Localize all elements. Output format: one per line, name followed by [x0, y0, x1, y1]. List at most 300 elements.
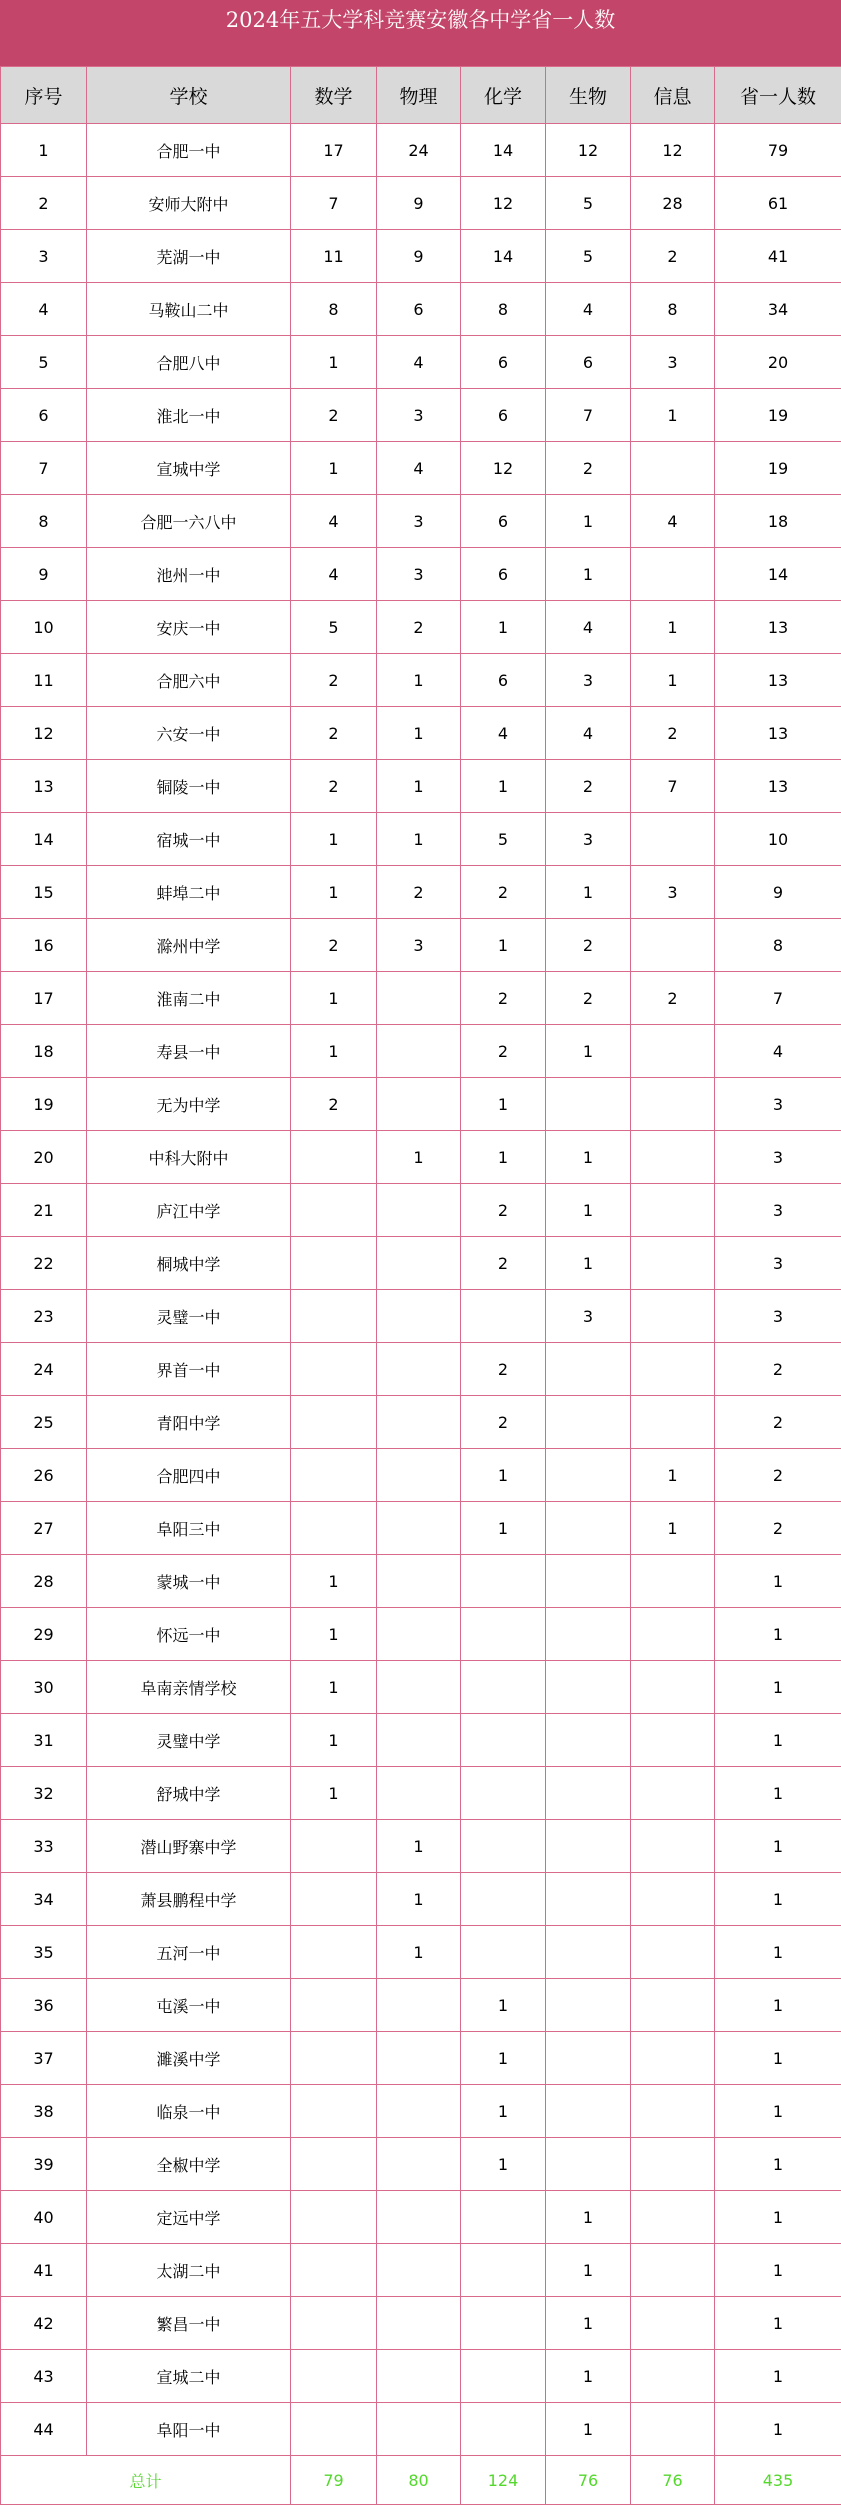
- cell-school: 宣城中学: [87, 442, 291, 495]
- cell-physics: [377, 1343, 461, 1396]
- cell-physics: [377, 1608, 461, 1661]
- table-row: [1, 1873, 841, 1926]
- column-header-rank: 序号: [1, 67, 87, 124]
- cell-physics: [377, 1396, 461, 1449]
- cell-rank: 14: [1, 813, 87, 866]
- cell-math: [291, 2297, 377, 2350]
- total-math: 79: [291, 2456, 377, 2505]
- cell-math: [291, 2350, 377, 2403]
- table-row: [1, 1820, 841, 1873]
- cell-total: 41: [715, 230, 841, 283]
- table-row: [1, 2403, 841, 2456]
- cell-total: 7: [715, 972, 841, 1025]
- cell-physics: 2: [377, 601, 461, 654]
- cell-total: 1: [715, 2403, 841, 2456]
- table-row: [1, 1078, 841, 1131]
- cell-total: 19: [715, 442, 841, 495]
- cell-chemistry: [461, 1873, 546, 1926]
- cell-total: 1: [715, 2191, 841, 2244]
- cell-total: 1: [715, 2138, 841, 2191]
- total-informatics: 76: [631, 2456, 715, 2505]
- total-count: 435: [715, 2456, 841, 2505]
- cell-total: 2: [715, 1449, 841, 1502]
- table-row: [1, 2244, 841, 2297]
- cell-chemistry: 6: [461, 389, 546, 442]
- table-row: [1, 2032, 841, 2085]
- cell-rank: 32: [1, 1767, 87, 1820]
- cell-chemistry: 1: [461, 1502, 546, 1555]
- cell-school: 太湖二中: [87, 2244, 291, 2297]
- cell-rank: 5: [1, 336, 87, 389]
- cell-math: 2: [291, 389, 377, 442]
- total-label: 总计: [1, 2456, 291, 2505]
- cell-math: 1: [291, 1608, 377, 1661]
- cell-school: 阜阳三中: [87, 1502, 291, 1555]
- cell-school: 灵璧中学: [87, 1714, 291, 1767]
- total-row: [1, 2456, 841, 2505]
- cell-rank: 43: [1, 2350, 87, 2403]
- cell-math: 1: [291, 866, 377, 919]
- cell-rank: 36: [1, 1979, 87, 2032]
- cell-physics: 1: [377, 1131, 461, 1184]
- cell-math: 1: [291, 442, 377, 495]
- cell-total: 3: [715, 1290, 841, 1343]
- cell-physics: [377, 2032, 461, 2085]
- cell-biology: 7: [546, 389, 631, 442]
- cell-math: [291, 1290, 377, 1343]
- cell-rank: 39: [1, 2138, 87, 2191]
- cell-school: 淮南二中: [87, 972, 291, 1025]
- cell-rank: 11: [1, 654, 87, 707]
- table-row: [1, 1926, 841, 1979]
- cell-informatics: [631, 1767, 715, 1820]
- table-row: [1, 1714, 841, 1767]
- table-row: [1, 1608, 841, 1661]
- cell-chemistry: 12: [461, 442, 546, 495]
- cell-informatics: [631, 1555, 715, 1608]
- cell-informatics: 28: [631, 177, 715, 230]
- cell-biology: 12: [546, 124, 631, 177]
- cell-rank: 44: [1, 2403, 87, 2456]
- cell-biology: 1: [546, 495, 631, 548]
- cell-school: 无为中学: [87, 1078, 291, 1131]
- cell-physics: [377, 1502, 461, 1555]
- table-row: [1, 283, 841, 336]
- cell-physics: 9: [377, 230, 461, 283]
- cell-rank: 9: [1, 548, 87, 601]
- cell-rank: 21: [1, 1184, 87, 1237]
- cell-rank: 31: [1, 1714, 87, 1767]
- cell-informatics: [631, 1926, 715, 1979]
- cell-total: 34: [715, 283, 841, 336]
- cell-rank: 10: [1, 601, 87, 654]
- cell-informatics: [631, 548, 715, 601]
- cell-chemistry: 1: [461, 760, 546, 813]
- cell-rank: 30: [1, 1661, 87, 1714]
- cell-school: 阜阳一中: [87, 2403, 291, 2456]
- cell-total: 1: [715, 1873, 841, 1926]
- cell-total: 1: [715, 1714, 841, 1767]
- table-row: [1, 866, 841, 919]
- cell-math: 2: [291, 760, 377, 813]
- cell-physics: [377, 1714, 461, 1767]
- cell-physics: [377, 2085, 461, 2138]
- cell-school: 全椒中学: [87, 2138, 291, 2191]
- cell-physics: [377, 2297, 461, 2350]
- cell-biology: [546, 1608, 631, 1661]
- cell-chemistry: [461, 1767, 546, 1820]
- cell-rank: 12: [1, 707, 87, 760]
- cell-rank: 23: [1, 1290, 87, 1343]
- cell-informatics: 1: [631, 601, 715, 654]
- cell-biology: 1: [546, 1184, 631, 1237]
- cell-physics: 1: [377, 760, 461, 813]
- cell-rank: 40: [1, 2191, 87, 2244]
- cell-chemistry: 2: [461, 1343, 546, 1396]
- cell-chemistry: 12: [461, 177, 546, 230]
- cell-biology: 1: [546, 1237, 631, 1290]
- cell-chemistry: 2: [461, 1237, 546, 1290]
- cell-school: 安庆一中: [87, 601, 291, 654]
- cell-informatics: [631, 1184, 715, 1237]
- column-header-chemistry: 化学: [461, 67, 546, 124]
- total-physics: 80: [377, 2456, 461, 2505]
- cell-physics: [377, 2191, 461, 2244]
- table-row: [1, 230, 841, 283]
- cell-informatics: 2: [631, 707, 715, 760]
- cell-school: 宣城二中: [87, 2350, 291, 2403]
- cell-informatics: [631, 2350, 715, 2403]
- cell-math: [291, 1396, 377, 1449]
- cell-informatics: [631, 1661, 715, 1714]
- cell-chemistry: [461, 1714, 546, 1767]
- table-row: [1, 1184, 841, 1237]
- cell-school: 蚌埠二中: [87, 866, 291, 919]
- cell-total: 20: [715, 336, 841, 389]
- cell-informatics: [631, 2085, 715, 2138]
- cell-biology: [546, 2138, 631, 2191]
- cell-informatics: 1: [631, 1502, 715, 1555]
- cell-informatics: 1: [631, 654, 715, 707]
- cell-chemistry: 1: [461, 2138, 546, 2191]
- cell-physics: [377, 1237, 461, 1290]
- cell-rank: 18: [1, 1025, 87, 1078]
- cell-school: 界首一中: [87, 1343, 291, 1396]
- table-row: [1, 442, 841, 495]
- cell-math: 11: [291, 230, 377, 283]
- cell-math: [291, 2085, 377, 2138]
- cell-school: 五河一中: [87, 1926, 291, 1979]
- cell-informatics: [631, 1608, 715, 1661]
- cell-chemistry: 1: [461, 1979, 546, 2032]
- cell-biology: [546, 1661, 631, 1714]
- cell-total: 3: [715, 1237, 841, 1290]
- cell-school: 六安一中: [87, 707, 291, 760]
- cell-biology: 4: [546, 601, 631, 654]
- cell-chemistry: 1: [461, 2032, 546, 2085]
- cell-informatics: [631, 2244, 715, 2297]
- cell-rank: 13: [1, 760, 87, 813]
- cell-physics: [377, 972, 461, 1025]
- cell-rank: 3: [1, 230, 87, 283]
- cell-total: 61: [715, 177, 841, 230]
- cell-physics: 3: [377, 548, 461, 601]
- cell-biology: 1: [546, 866, 631, 919]
- table-row: [1, 654, 841, 707]
- cell-math: [291, 2403, 377, 2456]
- cell-total: 1: [715, 2244, 841, 2297]
- table-row: [1, 548, 841, 601]
- cell-rank: 22: [1, 1237, 87, 1290]
- cell-math: [291, 2191, 377, 2244]
- cell-biology: [546, 1926, 631, 1979]
- cell-informatics: 7: [631, 760, 715, 813]
- cell-total: 18: [715, 495, 841, 548]
- cell-math: 1: [291, 813, 377, 866]
- cell-school: 桐城中学: [87, 1237, 291, 1290]
- cell-rank: 26: [1, 1449, 87, 1502]
- cell-math: [291, 2138, 377, 2191]
- cell-physics: [377, 2350, 461, 2403]
- cell-biology: 1: [546, 548, 631, 601]
- cell-informatics: [631, 2138, 715, 2191]
- cell-chemistry: 4: [461, 707, 546, 760]
- cell-biology: [546, 1979, 631, 2032]
- cell-math: [291, 1979, 377, 2032]
- cell-biology: [546, 2032, 631, 2085]
- cell-biology: 5: [546, 230, 631, 283]
- cell-informatics: [631, 1237, 715, 1290]
- cell-school: 宿城一中: [87, 813, 291, 866]
- cell-rank: 34: [1, 1873, 87, 1926]
- column-header-math: 数学: [291, 67, 377, 124]
- cell-total: 1: [715, 1608, 841, 1661]
- cell-total: 2: [715, 1343, 841, 1396]
- cell-chemistry: 1: [461, 601, 546, 654]
- cell-informatics: 3: [631, 336, 715, 389]
- cell-chemistry: [461, 1661, 546, 1714]
- cell-math: 1: [291, 1767, 377, 1820]
- cell-math: [291, 1343, 377, 1396]
- cell-math: 2: [291, 1078, 377, 1131]
- cell-total: 8: [715, 919, 841, 972]
- cell-informatics: [631, 2191, 715, 2244]
- cell-rank: 2: [1, 177, 87, 230]
- cell-biology: 6: [546, 336, 631, 389]
- table-row: [1, 336, 841, 389]
- table-row: [1, 177, 841, 230]
- cell-biology: 1: [546, 2297, 631, 2350]
- cell-biology: 2: [546, 442, 631, 495]
- cell-physics: 1: [377, 813, 461, 866]
- cell-total: 2: [715, 1502, 841, 1555]
- cell-rank: 16: [1, 919, 87, 972]
- cell-chemistry: [461, 2403, 546, 2456]
- cell-rank: 29: [1, 1608, 87, 1661]
- cell-informatics: 8: [631, 283, 715, 336]
- cell-math: 2: [291, 919, 377, 972]
- cell-school: 屯溪一中: [87, 1979, 291, 2032]
- cell-rank: 19: [1, 1078, 87, 1131]
- cell-total: 1: [715, 1820, 841, 1873]
- cell-total: 1: [715, 1767, 841, 1820]
- cell-total: 1: [715, 1926, 841, 1979]
- cell-total: 1: [715, 2350, 841, 2403]
- cell-biology: 2: [546, 760, 631, 813]
- cell-informatics: [631, 1396, 715, 1449]
- table-row: [1, 2297, 841, 2350]
- cell-school: 庐江中学: [87, 1184, 291, 1237]
- cell-informatics: [631, 1025, 715, 1078]
- cell-physics: 6: [377, 283, 461, 336]
- table-row: [1, 1396, 841, 1449]
- table-row: [1, 1025, 841, 1078]
- cell-math: [291, 1237, 377, 1290]
- cell-rank: 27: [1, 1502, 87, 1555]
- cell-physics: [377, 2403, 461, 2456]
- cell-chemistry: [461, 1926, 546, 1979]
- cell-physics: 1: [377, 1926, 461, 1979]
- table-row: [1, 919, 841, 972]
- cell-biology: 1: [546, 2244, 631, 2297]
- cell-rank: 28: [1, 1555, 87, 1608]
- cell-chemistry: 2: [461, 866, 546, 919]
- column-header-total: 省一人数: [715, 67, 841, 124]
- cell-math: 2: [291, 654, 377, 707]
- column-header-physics: 物理: [377, 67, 461, 124]
- cell-physics: [377, 1979, 461, 2032]
- table-row: [1, 813, 841, 866]
- cell-physics: 4: [377, 442, 461, 495]
- cell-physics: 3: [377, 919, 461, 972]
- cell-total: 1: [715, 1979, 841, 2032]
- cell-school: 合肥一中: [87, 124, 291, 177]
- cell-chemistry: 1: [461, 1131, 546, 1184]
- cell-math: 1: [291, 1714, 377, 1767]
- cell-physics: 24: [377, 124, 461, 177]
- cell-biology: 3: [546, 1290, 631, 1343]
- cell-biology: 1: [546, 1131, 631, 1184]
- cell-informatics: [631, 1343, 715, 1396]
- cell-biology: 3: [546, 654, 631, 707]
- table-row: [1, 2191, 841, 2244]
- cell-math: 2: [291, 707, 377, 760]
- cell-total: 13: [715, 707, 841, 760]
- cell-total: 13: [715, 654, 841, 707]
- table-row: [1, 760, 841, 813]
- cell-informatics: [631, 1979, 715, 2032]
- cell-physics: [377, 2244, 461, 2297]
- cell-biology: [546, 1767, 631, 1820]
- cell-physics: [377, 2138, 461, 2191]
- cell-school: 中科大附中: [87, 1131, 291, 1184]
- cell-rank: 8: [1, 495, 87, 548]
- cell-chemistry: 2: [461, 1396, 546, 1449]
- cell-physics: [377, 1767, 461, 1820]
- cell-total: 2: [715, 1396, 841, 1449]
- cell-school: 怀远一中: [87, 1608, 291, 1661]
- cell-total: 1: [715, 1661, 841, 1714]
- cell-rank: 20: [1, 1131, 87, 1184]
- cell-informatics: 1: [631, 1449, 715, 1502]
- cell-school: 淮北一中: [87, 389, 291, 442]
- cell-informatics: [631, 1078, 715, 1131]
- cell-chemistry: [461, 1555, 546, 1608]
- cell-biology: 4: [546, 283, 631, 336]
- cell-biology: 1: [546, 2191, 631, 2244]
- cell-physics: [377, 1025, 461, 1078]
- table-row: [1, 389, 841, 442]
- cell-biology: 1: [546, 2350, 631, 2403]
- cell-biology: [546, 1873, 631, 1926]
- cell-school: 繁昌一中: [87, 2297, 291, 2350]
- cell-school: 铜陵一中: [87, 760, 291, 813]
- cell-physics: [377, 1661, 461, 1714]
- cell-biology: [546, 1396, 631, 1449]
- cell-informatics: 2: [631, 972, 715, 1025]
- cell-chemistry: [461, 1290, 546, 1343]
- cell-informatics: [631, 2297, 715, 2350]
- cell-total: 13: [715, 760, 841, 813]
- cell-total: 79: [715, 124, 841, 177]
- ranking-table: [0, 66, 841, 2505]
- cell-math: 1: [291, 972, 377, 1025]
- cell-math: [291, 1873, 377, 1926]
- cell-chemistry: [461, 2297, 546, 2350]
- cell-math: [291, 1502, 377, 1555]
- column-header-school: 学校: [87, 67, 291, 124]
- table-row: [1, 1661, 841, 1714]
- cell-biology: [546, 1820, 631, 1873]
- cell-physics: [377, 1184, 461, 1237]
- cell-rank: 35: [1, 1926, 87, 1979]
- cell-math: [291, 1184, 377, 1237]
- cell-physics: 2: [377, 866, 461, 919]
- cell-math: 4: [291, 495, 377, 548]
- cell-physics: 1: [377, 1873, 461, 1926]
- cell-school: 马鞍山二中: [87, 283, 291, 336]
- cell-school: 濉溪中学: [87, 2032, 291, 2085]
- cell-physics: 1: [377, 1820, 461, 1873]
- cell-school: 阜南亲情学校: [87, 1661, 291, 1714]
- cell-rank: 33: [1, 1820, 87, 1873]
- cell-rank: 42: [1, 2297, 87, 2350]
- column-header-biology: 生物: [546, 67, 631, 124]
- cell-school: 定远中学: [87, 2191, 291, 2244]
- cell-biology: [546, 1555, 631, 1608]
- cell-total: 10: [715, 813, 841, 866]
- cell-rank: 25: [1, 1396, 87, 1449]
- cell-chemistry: 1: [461, 1449, 546, 1502]
- cell-biology: 1: [546, 2403, 631, 2456]
- cell-biology: [546, 1714, 631, 1767]
- cell-chemistry: 6: [461, 548, 546, 601]
- cell-informatics: [631, 1873, 715, 1926]
- cell-informatics: 3: [631, 866, 715, 919]
- cell-chemistry: 5: [461, 813, 546, 866]
- cell-biology: 2: [546, 972, 631, 1025]
- cell-informatics: 12: [631, 124, 715, 177]
- cell-chemistry: 14: [461, 230, 546, 283]
- cell-rank: 4: [1, 283, 87, 336]
- cell-rank: 41: [1, 2244, 87, 2297]
- cell-school: 安师大附中: [87, 177, 291, 230]
- table-row: [1, 1449, 841, 1502]
- cell-school: 合肥一六八中: [87, 495, 291, 548]
- cell-physics: [377, 1078, 461, 1131]
- table-row: [1, 495, 841, 548]
- cell-informatics: [631, 1290, 715, 1343]
